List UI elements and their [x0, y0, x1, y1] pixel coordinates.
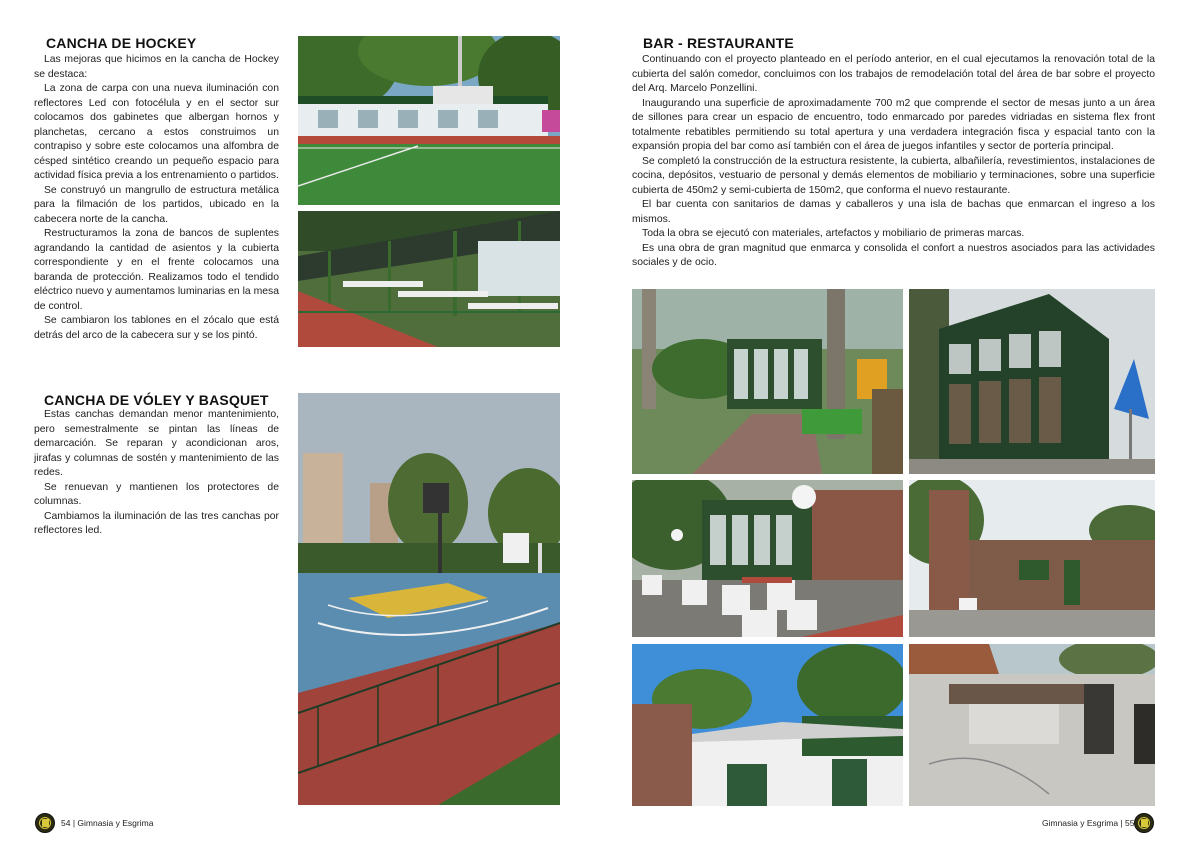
voley-paragraph: Estas canchas demandan menor mantenimiento, pero semestralmente se pintan las líneas de demarcación. Se reparan y acondicionan aros, jirafas y columnas de sostén y mantenimiento de las redes. [34, 409, 279, 478]
photo-bar-exterior-path [632, 289, 903, 474]
hockey-paragraph: La zona de carpa con una nueva iluminación con reflectores Led con fotocélula y en el sector sur colocamos dos gabinetes que albergan hornos y planchetas, cercano a estos construimos un contrapiso y sobre este colocamos una alfombra de césped sintético creando un pequeño espacio para actividad física previa a los entrenamiento o partidos. [34, 83, 279, 181]
section-title-voley: CANCHA DE VÓLEY Y BASQUET [44, 392, 269, 408]
hockey-paragraph: Se cambiaron los tablones en el zócalo que está detrás del arco de la cabecera sur y se los pintó. [34, 315, 279, 341]
bar-paragraph: Se completó la construcción de la estructura resistente, la cubierta, albañilería, revestimientos, instalaciones de cocina, depósitos, vestuario de personal y demás elementos de mobiliario y terminaciones, sobre una superficie cubierta de 450m2 y semi-cubierta de 150m2, que conforma el nuevo restaurante. [632, 155, 1155, 196]
photo-hockey-tent [298, 36, 560, 205]
photo-bar-glass-facade [909, 289, 1155, 474]
photo-hockey-bench [298, 211, 560, 347]
hockey-paragraph: Restructuramos la zona de bancos de suplentes agrandando la cantidad de asientos y la cubierta correspondiente y en el frente colocamos una baranda de protección. Realizamos todo el tendido eléctrico nuevo y aumentamos luminarias en la mesa de control. [34, 228, 279, 312]
section-title-hockey: CANCHA DE HOCKEY [46, 35, 197, 51]
photo-basketball-court [298, 393, 560, 805]
bar-paragraph: Es una obra de gran magnitud que enmarca y consolida el confort a nuestros asociados para las actividades sociales y de ocio. [632, 242, 1155, 268]
photo-bar-white-wall [632, 644, 903, 806]
section-title-bar: BAR - RESTAURANTE [643, 35, 794, 51]
photo-bar-terrace-tables [632, 480, 903, 637]
bar-paragraph: Inaugurando una superficie de aproximadamente 700 m2 que comprende el sector de mesas junto a un área de sillones para crear un espacio de encuentro, todo enmarcado por paredes vidriadas en sistema flex front totalmente rebatibles permitiendo su total apertura y una verdadera integración fisca y espacial tanto con la expansión propia del bar como así también con el área de juegos infantiles y sector de portería principal. [632, 97, 1155, 152]
voley-paragraph: Cambiamos la iluminación de las tres canchas por reflectores led. [34, 510, 279, 536]
photo-bar-roof-works [909, 644, 1155, 806]
voley-paragraph: Se renuevan y mantienen los protectores de columnas. [34, 481, 279, 507]
hockey-paragraph: Se construyó un mangrullo de estructura metálica para la filmación de los partidos, ubicado en la cabecera norte de la cancha. [34, 184, 279, 225]
footer-right: Gimnasia y Esgrima | 55 [1042, 818, 1135, 828]
bar-paragraph: Continuando con el proyecto planteado en el período anterior, en el cual ejecutamos la renovación total de la cubierta del salón comedor, concluimos con los trabajos de remodelación total del área de bar sobre el proyecto del Arq. Marcelo Ponzellini. [632, 54, 1155, 94]
bar-paragraph: El bar cuenta con sanitarios de damas y caballeros y una isla de bachas que enmarcan el ingreso a los mismos. [632, 199, 1155, 225]
hockey-body [34, 53, 279, 343]
voley-body [34, 408, 279, 539]
bar-paragraph: Toda la obra se ejecutó con materiales, artefactos y mobiliario de primeras marcas. [642, 228, 1025, 239]
footer-left: 54 | Gimnasia y Esgrima [61, 818, 154, 828]
hockey-paragraph: Las mejoras que hicimos en la cancha de Hockey se destaca: [34, 54, 279, 80]
club-logo-icon [35, 813, 55, 833]
bar-body [632, 53, 1155, 271]
club-logo-icon [1134, 813, 1154, 833]
photo-bar-brick-chimney [909, 480, 1155, 637]
